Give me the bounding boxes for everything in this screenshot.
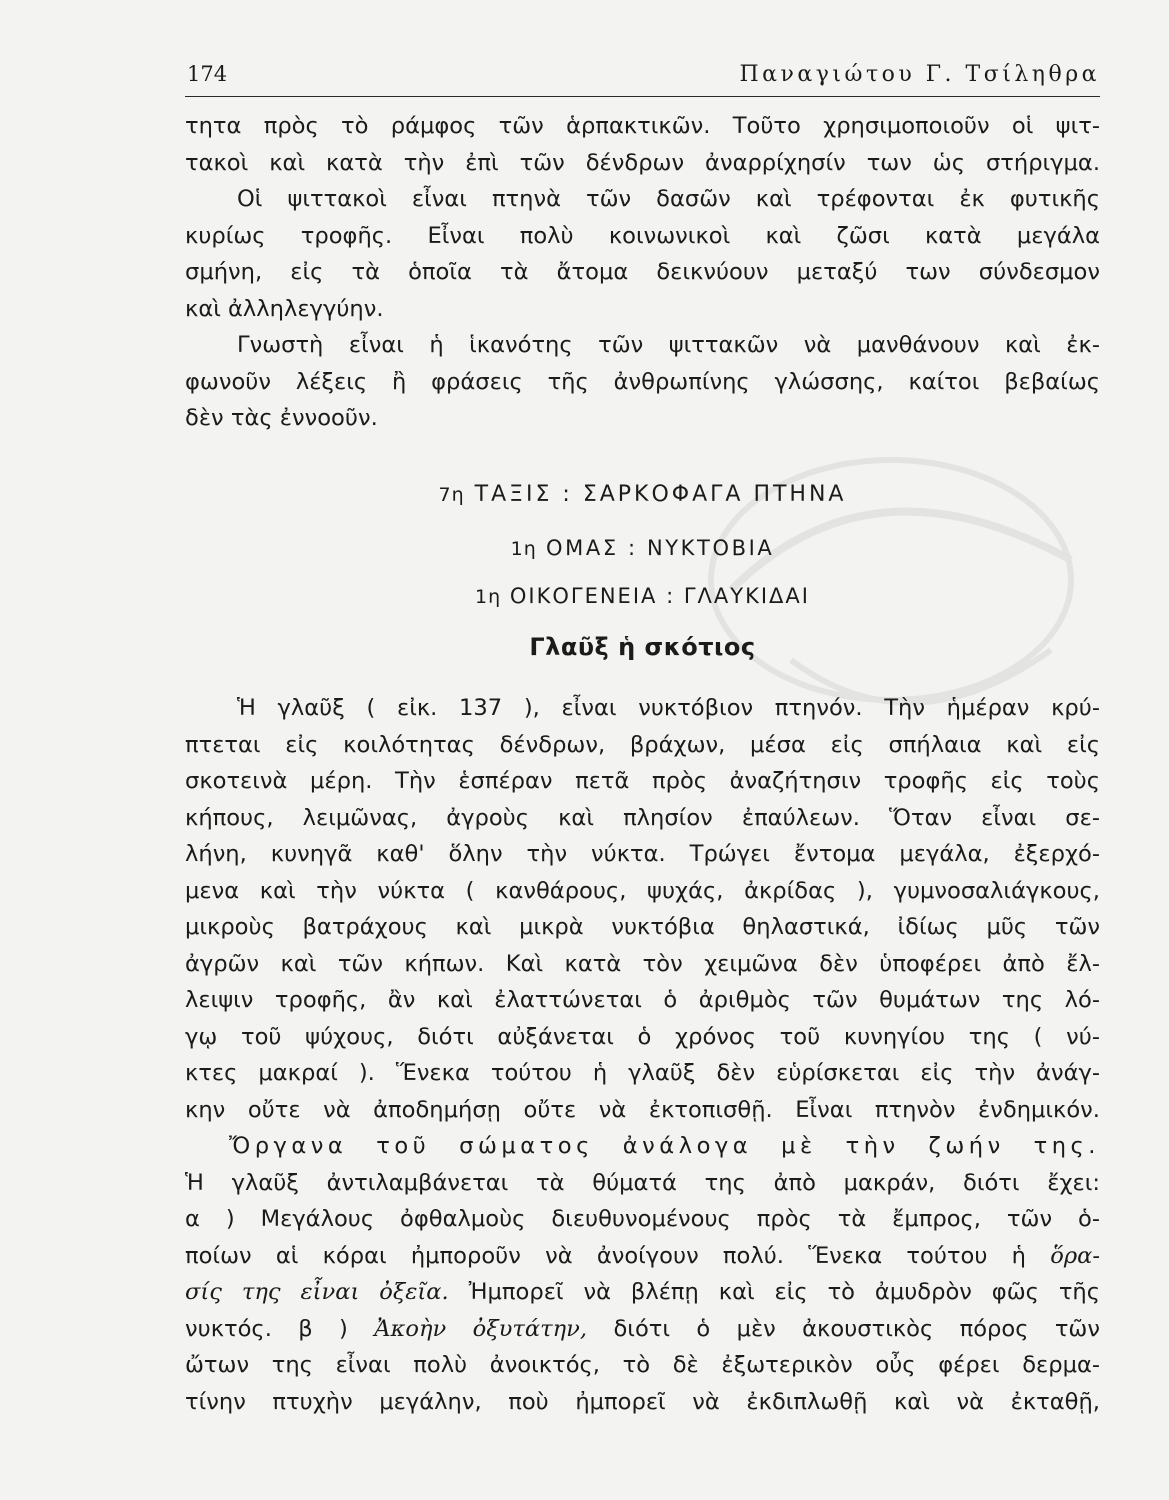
page-number: 174 [187,62,228,86]
text-line: ὤτων της εἶναι πολὺ ἀνοικτός, τὸ δὲ ἐξωτερικὸν οὖς φέρει δερμα- [185,1352,1100,1378]
group-ordinal: 1η [510,538,537,560]
text-line: λήνη, κυνηγᾶ καθ' ὅλην τὴν νύκτα. Τρώγει ἔντομα μεγάλα, ἐξερχό- [185,841,1100,867]
text-line: ἀγρῶν καὶ τῶν κήπων. Καὶ κατὰ τὸν χειμῶνα δὲν ὑποφέρει ἀπὸ ἔλ- [185,950,1100,977]
text-line: φωνοῦν λέξεις ἢ φράσεις τῆς ἀνθρωπίνης γλώσσης, καίτοι βεβαίως [185,368,1100,395]
italic-text: ὅρα- [1050,1242,1100,1269]
text-line: γῳ τοῦ ψύχους, διότι αὐξάνεται ὁ χρόνος τοῦ κυνηγίου της ( νύ- [185,1023,1100,1050]
order-heading [185,482,1100,507]
text-line: τητα πρὸς τὸ ράμφος τῶν ἁρπακτικῶν. Τοῦτο χρησιμοποιοῦν οἱ ψιτ- [185,113,1100,139]
running-head-author: Παναγιώτου Γ. Τσίληθρα [739,62,1100,87]
text-line: ποίων αἱ κόραι ἠμποροῦν νὰ ἀνοίγουν πολύ. Ἕνεκα τούτου ἡ ὅρα- [185,1242,1100,1269]
text-line: Οἱ ψιττακοὶ εἶναι πτηνὰ τῶν δασῶν καὶ τρέφονται ἐκ φυτικῆς [237,186,1100,212]
text-line: Γνωστὴ εἶναι ἡ ἱκανότης τῶν ψιττακῶν νὰ μανθάνουν καὶ ἐκ- [237,332,1100,358]
text-line: σκοτεινὰ μέρη. Τὴν ἑσπέραν πετᾶ πρὸς ἀναζήτησιν τροφῆς εἰς τοὺς [185,768,1100,794]
text-line: μενα καὶ τὴν νύκτα ( κανθάρους, ψυχάς, ἀκρίδας ), γυμνοσαλιάγκους, [185,877,1100,904]
text-line: κήπους, λειμῶνας, ἀγροὺς καὶ πλησίον ἐπαύλεων. Ὅταν εἶναι σε- [185,804,1100,831]
text-line: λειψιν τροφῆς, ἂν καὶ ἐλαττώνεται ὁ ἀριθμὸς τῶν θυμάτων της λό- [185,987,1100,1013]
order-title: ΤΑΞΙΣ : ΣΑΡΚΟΦΑΓΑ ΠΤΗΝΑ [474,482,847,507]
group-heading [185,536,1100,560]
group-title: ΟΜΑΣ : ΝΥΚΤΟΒΙΑ [546,536,775,560]
text-line: Ἡ γλαῦξ ἀντιλαμβάνεται τὰ θύματά της ἀπὸ μακράν, διότι ἔχει: [185,1169,1100,1196]
text-line [185,1128,1100,1165]
text-line: κτες μακραί ). Ἕνεκα τούτου ἡ γλαῦξ δὲν εὑρίσκεται εἰς τὴν ἀνάγ- [185,1060,1100,1086]
italic-text: σίς της εἶναι ὀξεῖα. [185,1279,449,1305]
text-line: Ἡ γλαῦξ ( εἰκ. 137 ), εἶναι νυκτόβιον πτηνόν. Τὴν ἡμέραν κρύ- [237,695,1100,721]
text-line: καὶ ἀλληλεγγύην. [185,295,384,322]
text-line: α ) Μεγάλους ὀφθαλμοὺς διευθυνομένους πρὸς τὰ ἔμπρος, τῶν ὁ- [185,1206,1100,1232]
text-line: πτεται εἰς κοιλότητας δένδρων, βράχων, μέσα εἰς σπήλαια καὶ εἰς [185,731,1100,758]
text-line: σίς της εἶναι ὀξεῖα. Ἠμπορεῖ νὰ βλέπῃ καὶ εἰς τὸ ἀμυδρὸν φῶς τῆς [185,1279,1100,1305]
spaced-subheading: Ὄργανα τοῦ σώματος ἀνάλογα μὲ τὴν ζωήν της. [229,1133,1100,1159]
text-line: κην οὔτε νὰ ἀποδημήσῃ οὔτε νὰ ἐκτοπισθῇ. Εἶναι πτηνὸν ἐνδημικόν. [185,1096,1100,1123]
running-header [185,60,1100,97]
order-ordinal: 7η [438,484,465,506]
text-line: τακοὶ καὶ κατὰ τὴν ἐπὶ τῶν δένδρων ἀναρρίχησίν των ὡς στήριγμα. [185,149,1100,176]
family-title: ΟΙΚΟΓΕΝΕΙΑ : ΓΛΑΥΚΙΔΑΙ [509,584,810,608]
owl-text [185,690,1100,1420]
text-line: τίνην πτυχὴν μεγάλην, ποὺ ἠμπορεῖ νὰ ἐκδιπλωθῇ καὶ νὰ ἐκταθῇ, [185,1388,1100,1415]
species-heading: Γλαῦξ ἡ σκότιος [529,633,756,661]
text-line: νυκτός. β ) Ἀκοὴν ὀξυτάτην, διότι ὁ μὲν ἀκουστικὸς πόρος τῶν [185,1315,1100,1342]
text-line: σμήνη, εἰς τὰ ὁποῖα τὰ ἄτομα δεικνύουν μεταξύ των σύνδεσμον [185,259,1100,285]
intro-text [185,108,1100,437]
family-heading [185,584,1100,608]
family-ordinal: 1η [475,586,502,608]
italic-text: Ἀκοὴν ὀξυτάτην, [374,1315,588,1342]
text-line: δὲν τὰς ἐννοοῦν. [185,405,378,431]
text-line: κυρίως τροφῆς. Εἶναι πολὺ κοινωνικοὶ καὶ ζῶσι κατὰ μεγάλα [185,222,1100,249]
text-line: μικροὺς βατράχους καὶ μικρὰ νυκτόβια θηλαστικά, ἰδίως μῦς τῶν [185,914,1100,940]
